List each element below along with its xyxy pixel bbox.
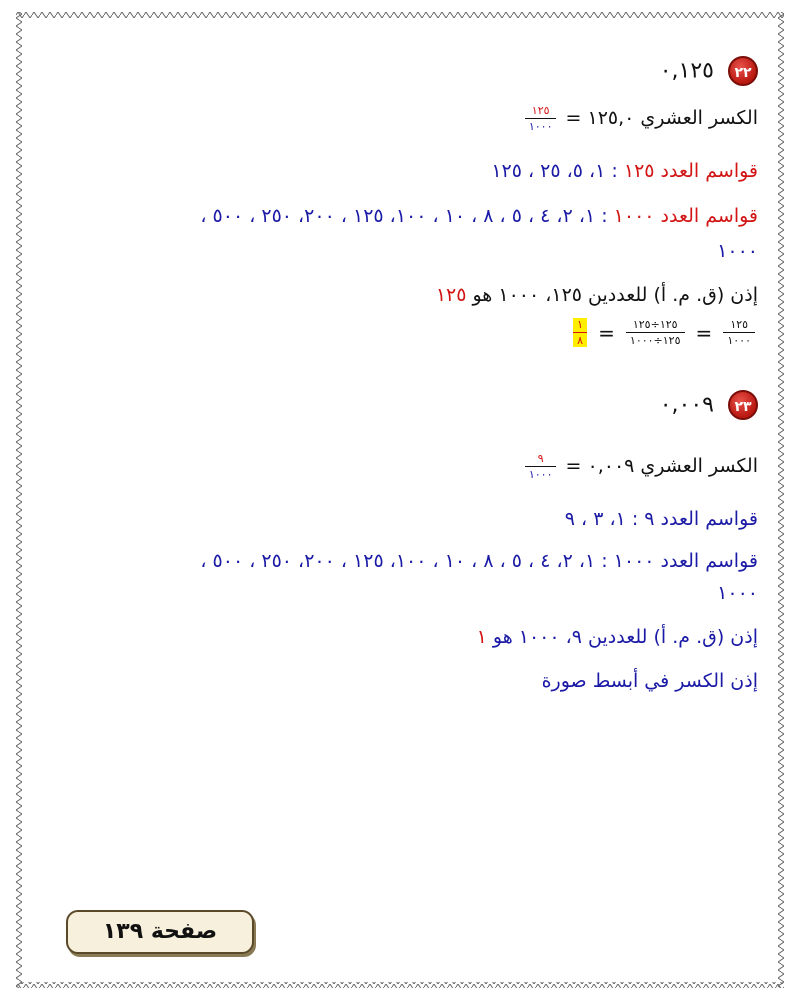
q23-badge: ٢٣ bbox=[728, 390, 758, 420]
q23-factors-1000: قواسم العدد ١٠٠٠ : ١، ٢، ٤ ، ٥ ، ٨ ، ١٠ ، ١٠٠، ١٢٥ ، ٢٠٠، ٢٥٠ ، ٥٠٠ ، bbox=[200, 550, 758, 572]
gcf-text: إذن (ق. م. أ) للعددين ١٢٥، ١٠٠٠ هو bbox=[472, 284, 758, 306]
factors-number: ١٠٠٠ bbox=[613, 205, 655, 227]
q23-decimal-line bbox=[522, 452, 758, 481]
fraction-denominator: ١٠٠٠ bbox=[528, 468, 553, 481]
fraction-numerator: ١ bbox=[573, 318, 587, 333]
fraction-division bbox=[626, 318, 685, 347]
q22-header bbox=[660, 56, 758, 86]
q22-number: ٠,١٢٥ bbox=[659, 58, 714, 84]
fraction-denominator: ١٠٠٠ bbox=[727, 334, 751, 347]
q23-gcf-line bbox=[477, 626, 758, 648]
fraction-denominator: ١٢٥÷١٠٠٠ bbox=[629, 334, 681, 347]
page-number-label: صفحة ١٣٩ bbox=[66, 910, 254, 954]
factors-label: قواسم العدد bbox=[660, 160, 758, 182]
fraction-numerator: ١٢٥ bbox=[723, 318, 755, 333]
fraction-numerator: ١٢٥÷١٢٥ bbox=[626, 318, 685, 333]
q22-simplify-line bbox=[570, 318, 758, 347]
gcf-value: ١٢٥ bbox=[435, 284, 467, 306]
factors-number: ١٢٥ bbox=[623, 160, 655, 182]
q22-decimal-line bbox=[522, 104, 758, 133]
fraction-numerator: ٩ bbox=[525, 452, 557, 467]
factors-list: : ١، ٢، ٤ ، ٥ ، ٨ ، ١٠ ، ١٠٠، ١٢٥ ، ٢٠٠، ٢٥٠ ، ٥٠٠ ، bbox=[200, 205, 608, 227]
q22-gcf-line bbox=[436, 284, 758, 306]
q22-decimal-fraction bbox=[525, 104, 557, 133]
fraction-denominator: ١٠٠٠ bbox=[528, 120, 553, 133]
q23-decimal-prefix: الكسر العشري ٠,٠٠٩ = bbox=[565, 455, 758, 477]
equals-sign: = bbox=[598, 320, 615, 345]
gcf-text: إذن (ق. م. أ) للعددين ٩، ١٠٠٠ هو bbox=[492, 626, 758, 648]
fraction-numerator: ١٢٥ bbox=[525, 104, 557, 119]
gcf-value: ١ bbox=[476, 626, 487, 648]
q22-factors-125 bbox=[491, 160, 758, 182]
equals-sign: = bbox=[695, 320, 713, 345]
q22-decimal-prefix: الكسر العشري ١٢٥,٠ = bbox=[565, 107, 758, 129]
fraction-result-highlighted bbox=[573, 318, 587, 347]
q22-factors-1000-cont: ١٠٠٠ bbox=[717, 240, 758, 262]
fraction-original bbox=[723, 318, 755, 347]
factors-list: : ١، ٥، ٢٥ ، ١٢٥ bbox=[491, 160, 618, 182]
q22-badge: ٢٢ bbox=[728, 56, 758, 86]
q23-factors-9: قواسم العدد ٩ : ١، ٣ ، ٩ bbox=[564, 508, 758, 530]
q22-factors-1000 bbox=[200, 205, 758, 227]
fraction-denominator: ٨ bbox=[577, 334, 584, 347]
q23-decimal-fraction bbox=[525, 452, 557, 481]
solution-content bbox=[40, 0, 758, 1000]
q23-number: ٠,٠٠٩ bbox=[659, 392, 714, 418]
factors-label: قواسم العدد bbox=[660, 205, 758, 227]
q23-conclusion: إذن الكسر في أبسط صورة bbox=[541, 670, 758, 692]
q23-factors-1000-cont: ١٠٠٠ bbox=[717, 582, 758, 604]
q23-header bbox=[660, 390, 758, 420]
